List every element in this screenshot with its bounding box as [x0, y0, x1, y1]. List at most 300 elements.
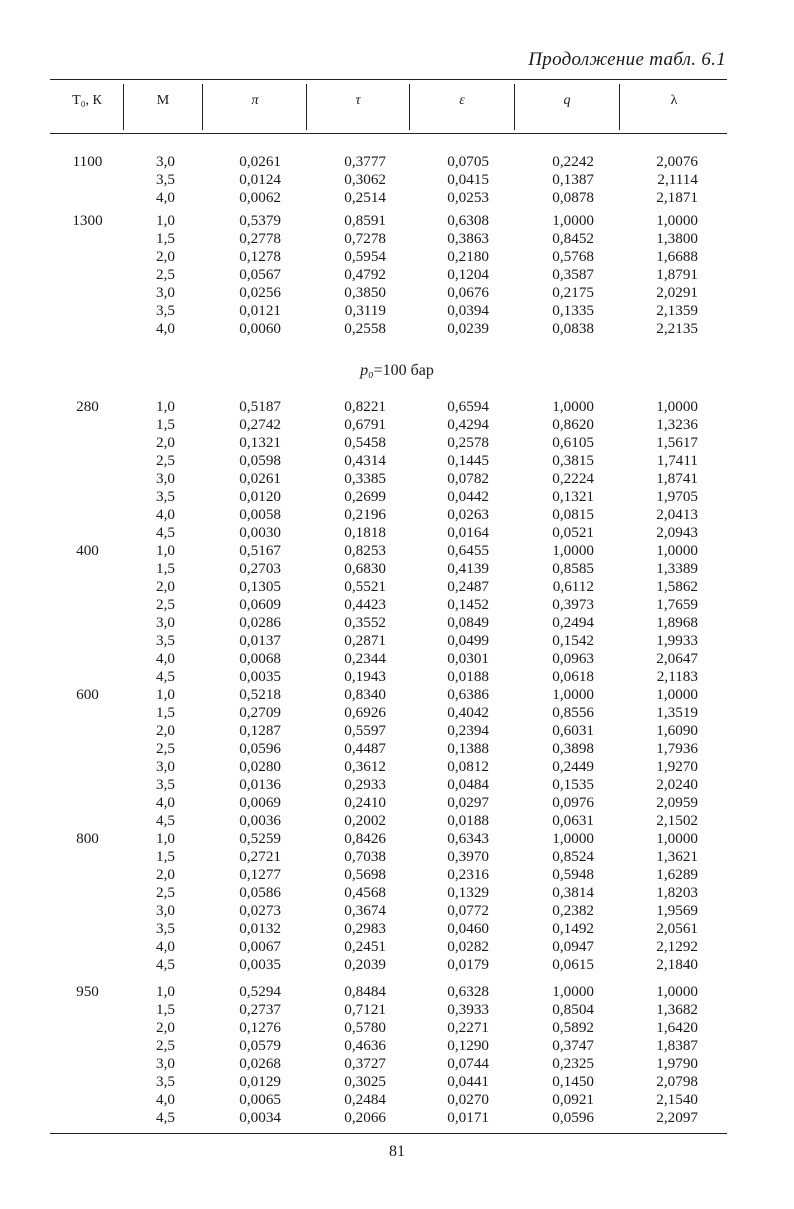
lambda-value: 1,7411 — [656, 452, 698, 469]
q-value: 0,5768 — [552, 248, 594, 265]
lambda-value: 2,2097 — [656, 1109, 698, 1126]
tau-value: 0,2933 — [344, 776, 386, 793]
eps-value: 0,3970 — [447, 848, 489, 865]
tau-value: 0,2039 — [344, 956, 386, 973]
pi-value: 0,0596 — [239, 740, 281, 757]
tau-value: 0,3612 — [344, 758, 386, 775]
pi-value: 0,0065 — [239, 1091, 281, 1108]
m-value: 2,0 — [156, 1019, 175, 1036]
tau-value: 0,4636 — [344, 1037, 386, 1054]
q-value: 0,2175 — [552, 284, 594, 301]
eps-value: 0,1329 — [447, 884, 489, 901]
q-value: 1,0000 — [552, 212, 594, 229]
header-eps: ε — [459, 93, 465, 108]
m-value: 3,5 — [156, 171, 175, 188]
eps-value: 0,0849 — [447, 614, 489, 631]
pi-value: 0,0137 — [239, 632, 281, 649]
q-value: 0,8556 — [552, 704, 594, 721]
lambda-value: 2,1502 — [656, 812, 698, 829]
tau-value: 0,8591 — [344, 212, 386, 229]
pi-value: 0,0062 — [239, 189, 281, 206]
pi-value: 0,0120 — [239, 488, 281, 505]
pi-value: 0,5167 — [239, 542, 281, 559]
q-value: 1,0000 — [552, 830, 594, 847]
pi-value: 0,0060 — [239, 320, 281, 337]
eps-value: 0,0782 — [447, 470, 489, 487]
tau-value: 0,7278 — [344, 230, 386, 247]
eps-value: 0,0772 — [447, 902, 489, 919]
q-value: 0,2382 — [552, 902, 594, 919]
tau-value: 0,5698 — [344, 866, 386, 883]
m-value: 3,5 — [156, 920, 175, 937]
header-divider — [306, 84, 307, 130]
m-value: 1,5 — [156, 1001, 175, 1018]
pi-value: 0,0129 — [239, 1073, 281, 1090]
pi-value: 0,0132 — [239, 920, 281, 937]
eps-value: 0,0705 — [447, 153, 489, 170]
eps-value: 0,0164 — [447, 524, 489, 541]
header-t0: T₀, К — [72, 93, 102, 108]
eps-value: 0,1388 — [447, 740, 489, 757]
q-value: 0,2224 — [552, 470, 594, 487]
q-value: 0,1321 — [552, 488, 594, 505]
q-value: 0,0596 — [552, 1109, 594, 1126]
m-value: 3,5 — [156, 1073, 175, 1090]
lambda-value: 1,3519 — [656, 704, 698, 721]
m-value: 4,5 — [156, 812, 175, 829]
eps-value: 0,2394 — [447, 722, 489, 739]
eps-value: 0,0171 — [447, 1109, 489, 1126]
eps-value: 0,3933 — [447, 1001, 489, 1018]
m-value: 3,0 — [156, 470, 175, 487]
eps-value: 0,4294 — [447, 416, 489, 433]
m-value: 4,5 — [156, 956, 175, 973]
pi-value: 0,1277 — [239, 866, 281, 883]
tau-value: 0,2699 — [344, 488, 386, 505]
eps-value: 0,3863 — [447, 230, 489, 247]
tau-value: 0,8426 — [344, 830, 386, 847]
eps-value: 0,0263 — [447, 506, 489, 523]
q-value: 0,8524 — [552, 848, 594, 865]
pi-value: 0,0261 — [239, 153, 281, 170]
eps-value: 0,0415 — [447, 171, 489, 188]
q-value: 0,1450 — [552, 1073, 594, 1090]
eps-value: 0,6308 — [447, 212, 489, 229]
header-divider — [202, 84, 203, 130]
lambda-value: 2,0076 — [656, 153, 698, 170]
q-value: 0,6112 — [552, 578, 594, 595]
pi-value: 0,0030 — [239, 524, 281, 541]
lambda-value: 1,3389 — [656, 560, 698, 577]
eps-value: 0,6386 — [447, 686, 489, 703]
pi-value: 0,0036 — [239, 812, 281, 829]
q-value: 0,0963 — [552, 650, 594, 667]
eps-value: 0,6455 — [447, 542, 489, 559]
lambda-value: 1,9933 — [656, 632, 698, 649]
eps-value: 0,6343 — [447, 830, 489, 847]
m-value: 4,0 — [156, 794, 175, 811]
lambda-value: 1,8203 — [656, 884, 698, 901]
pi-value: 0,5218 — [239, 686, 281, 703]
header-lambda: λ — [670, 93, 678, 108]
lambda-value: 2,1292 — [656, 938, 698, 955]
q-value: 0,0618 — [552, 668, 594, 685]
pi-value: 0,1305 — [239, 578, 281, 595]
eps-value: 0,0188 — [447, 668, 489, 685]
group-t0-value: 280 — [76, 398, 99, 415]
pi-value: 0,0256 — [239, 284, 281, 301]
table-bottom-rule — [50, 1133, 727, 1134]
lambda-value: 1,8387 — [656, 1037, 698, 1054]
tau-value: 0,8484 — [344, 983, 386, 1000]
eps-value: 0,0253 — [447, 189, 489, 206]
pi-value: 0,0579 — [239, 1037, 281, 1054]
lambda-value: 1,0000 — [656, 983, 698, 1000]
section-text: =100 бар — [373, 362, 434, 379]
tau-value: 0,7121 — [344, 1001, 386, 1018]
tau-value: 0,3062 — [344, 171, 386, 188]
tau-value: 0,4314 — [344, 452, 386, 469]
group-t0-value: 400 — [76, 542, 99, 559]
tau-value: 0,5521 — [344, 578, 386, 595]
pi-value: 0,5187 — [239, 398, 281, 415]
tau-value: 0,2196 — [344, 506, 386, 523]
tau-value: 0,5458 — [344, 434, 386, 451]
q-value: 0,3814 — [552, 884, 594, 901]
q-value: 0,6031 — [552, 722, 594, 739]
lambda-value: 2,0413 — [656, 506, 698, 523]
eps-value: 0,0239 — [447, 320, 489, 337]
lambda-value: 1,3682 — [656, 1001, 698, 1018]
q-value: 0,8620 — [552, 416, 594, 433]
m-value: 2,0 — [156, 866, 175, 883]
lambda-value: 1,8741 — [656, 470, 698, 487]
eps-value: 0,0179 — [447, 956, 489, 973]
tau-value: 0,3552 — [344, 614, 386, 631]
m-value: 1,0 — [156, 983, 175, 1000]
pi-value: 0,0598 — [239, 452, 281, 469]
lambda-value: 2,0959 — [656, 794, 698, 811]
pi-value: 0,2721 — [239, 848, 281, 865]
lambda-value: 2,0561 — [656, 920, 698, 937]
table-caption: Продолжение табл. 6.1 — [528, 49, 726, 70]
m-value: 1,0 — [156, 542, 175, 559]
m-value: 1,5 — [156, 704, 175, 721]
section-title — [0, 362, 794, 380]
tau-value: 0,4568 — [344, 884, 386, 901]
pi-value: 0,0069 — [239, 794, 281, 811]
m-value: 2,0 — [156, 722, 175, 739]
eps-value: 0,4139 — [447, 560, 489, 577]
q-value: 0,1492 — [552, 920, 594, 937]
pi-value: 0,2778 — [239, 230, 281, 247]
m-value: 2,5 — [156, 1037, 175, 1054]
tau-value: 0,3727 — [344, 1055, 386, 1072]
pi-value: 0,0273 — [239, 902, 281, 919]
m-value: 1,5 — [156, 848, 175, 865]
pi-value: 0,0068 — [239, 650, 281, 667]
eps-value: 0,0460 — [447, 920, 489, 937]
m-value: 1,5 — [156, 560, 175, 577]
pi-value: 0,0035 — [239, 668, 281, 685]
q-value: 0,0521 — [552, 524, 594, 541]
lambda-value: 2,0291 — [656, 284, 698, 301]
m-value: 3,0 — [156, 902, 175, 919]
tau-value: 0,2066 — [344, 1109, 386, 1126]
group-t0-value: 950 — [76, 983, 99, 1000]
pi-value: 0,0268 — [239, 1055, 281, 1072]
q-value: 0,8452 — [552, 230, 594, 247]
tau-value: 0,8253 — [344, 542, 386, 559]
pi-value: 0,0280 — [239, 758, 281, 775]
lambda-value: 2,2135 — [656, 320, 698, 337]
eps-value: 0,0676 — [447, 284, 489, 301]
page-number: 81 — [389, 1143, 405, 1160]
q-value: 0,0976 — [552, 794, 594, 811]
header-m: М — [156, 93, 170, 108]
q-value: 1,0000 — [552, 686, 594, 703]
header-divider — [619, 84, 620, 130]
header-divider — [409, 84, 410, 130]
m-value: 1,0 — [156, 212, 175, 229]
q-value: 0,3973 — [552, 596, 594, 613]
eps-value: 0,6328 — [447, 983, 489, 1000]
q-value: 0,2325 — [552, 1055, 594, 1072]
m-value: 3,0 — [156, 614, 175, 631]
tau-value: 0,2983 — [344, 920, 386, 937]
lambda-value: 1,0000 — [656, 686, 698, 703]
m-value: 2,5 — [156, 740, 175, 757]
lambda-value: 2,1183 — [656, 668, 698, 685]
pi-value: 0,0035 — [239, 956, 281, 973]
pi-value: 0,0261 — [239, 470, 281, 487]
q-value: 0,3815 — [552, 452, 594, 469]
lambda-value: 1,0000 — [656, 212, 698, 229]
q-value: 0,1542 — [552, 632, 594, 649]
m-value: 1,0 — [156, 830, 175, 847]
lambda-value: 1,6688 — [656, 248, 698, 265]
q-value: 1,0000 — [552, 983, 594, 1000]
m-value: 3,0 — [156, 1055, 175, 1072]
m-value: 3,5 — [156, 302, 175, 319]
table-top-rule — [50, 79, 727, 80]
group-t0-value: 1100 — [72, 153, 103, 170]
q-value: 0,8504 — [552, 1001, 594, 1018]
lambda-value: 1,7936 — [656, 740, 698, 757]
lambda-value: 1,6090 — [656, 722, 698, 739]
q-value: 0,1387 — [552, 171, 594, 188]
m-value: 1,0 — [156, 686, 175, 703]
q-value: 0,0878 — [552, 189, 594, 206]
m-value: 2,5 — [156, 884, 175, 901]
eps-value: 0,6594 — [447, 398, 489, 415]
lambda-value: 1,9569 — [656, 902, 698, 919]
eps-value: 0,0442 — [447, 488, 489, 505]
eps-value: 0,0301 — [447, 650, 489, 667]
m-value: 1,5 — [156, 230, 175, 247]
q-value: 0,0947 — [552, 938, 594, 955]
pi-value: 0,5259 — [239, 830, 281, 847]
m-value: 3,0 — [156, 153, 175, 170]
q-value: 0,0815 — [552, 506, 594, 523]
pi-value: 0,1321 — [239, 434, 281, 451]
lambda-value: 1,3236 — [656, 416, 698, 433]
tau-value: 0,2871 — [344, 632, 386, 649]
lambda-value: 1,9705 — [656, 488, 698, 505]
lambda-value: 1,9790 — [656, 1055, 698, 1072]
m-value: 4,0 — [156, 506, 175, 523]
eps-value: 0,1204 — [447, 266, 489, 283]
m-value: 2,0 — [156, 434, 175, 451]
tau-value: 0,6830 — [344, 560, 386, 577]
eps-value: 0,1445 — [447, 452, 489, 469]
lambda-value: 2,1114 — [657, 171, 698, 188]
section-symbol: p₀ — [360, 362, 374, 379]
pi-value: 0,0121 — [239, 302, 281, 319]
m-value: 2,0 — [156, 578, 175, 595]
tau-value: 0,2410 — [344, 794, 386, 811]
tau-value: 0,3674 — [344, 902, 386, 919]
q-value: 0,5892 — [552, 1019, 594, 1036]
lambda-value: 2,0647 — [656, 650, 698, 667]
q-value: 0,3587 — [552, 266, 594, 283]
tau-value: 0,3850 — [344, 284, 386, 301]
eps-value: 0,0282 — [447, 938, 489, 955]
tau-value: 0,8221 — [344, 398, 386, 415]
m-value: 4,5 — [156, 1109, 175, 1126]
eps-value: 0,4042 — [447, 704, 489, 721]
q-value: 0,3898 — [552, 740, 594, 757]
pi-value: 0,1287 — [239, 722, 281, 739]
tau-value: 0,6791 — [344, 416, 386, 433]
tau-value: 0,2558 — [344, 320, 386, 337]
header-q: q — [563, 93, 571, 108]
lambda-value: 2,1540 — [656, 1091, 698, 1108]
m-value: 4,0 — [156, 1091, 175, 1108]
q-value: 0,0615 — [552, 956, 594, 973]
group-t0-value: 600 — [76, 686, 99, 703]
lambda-value: 1,3621 — [656, 848, 698, 865]
tau-value: 0,6926 — [344, 704, 386, 721]
table-header-rule — [50, 133, 727, 134]
lambda-value: 1,6289 — [656, 866, 698, 883]
lambda-value: 1,5617 — [656, 434, 698, 451]
eps-value: 0,0744 — [447, 1055, 489, 1072]
pi-value: 0,2703 — [239, 560, 281, 577]
eps-value: 0,2578 — [447, 434, 489, 451]
q-value: 0,1535 — [552, 776, 594, 793]
eps-value: 0,2316 — [447, 866, 489, 883]
pi-value: 0,0058 — [239, 506, 281, 523]
m-value: 2,5 — [156, 596, 175, 613]
eps-value: 0,2180 — [447, 248, 489, 265]
q-value: 0,2449 — [552, 758, 594, 775]
m-value: 4,0 — [156, 189, 175, 206]
header-divider — [514, 84, 515, 130]
eps-value: 0,0484 — [447, 776, 489, 793]
q-value: 0,0631 — [552, 812, 594, 829]
lambda-value: 1,7659 — [656, 596, 698, 613]
tau-value: 0,7038 — [344, 848, 386, 865]
m-value: 2,5 — [156, 452, 175, 469]
q-value: 0,0921 — [552, 1091, 594, 1108]
q-value: 0,2242 — [552, 153, 594, 170]
q-value: 0,1335 — [552, 302, 594, 319]
pi-value: 0,0067 — [239, 938, 281, 955]
pi-value: 0,5294 — [239, 983, 281, 1000]
m-value: 2,0 — [156, 248, 175, 265]
eps-value: 0,0441 — [447, 1073, 489, 1090]
tau-value: 0,4423 — [344, 596, 386, 613]
tau-value: 0,3777 — [344, 153, 386, 170]
pi-value: 0,0286 — [239, 614, 281, 631]
m-value: 3,5 — [156, 776, 175, 793]
tau-value: 0,1943 — [344, 668, 386, 685]
q-value: 1,0000 — [552, 398, 594, 415]
group-t0-value: 1300 — [72, 212, 103, 229]
tau-value: 0,2002 — [344, 812, 386, 829]
m-value: 3,5 — [156, 632, 175, 649]
tau-value: 0,1818 — [344, 524, 386, 541]
eps-value: 0,0270 — [447, 1091, 489, 1108]
q-value: 0,5948 — [552, 866, 594, 883]
eps-value: 0,0188 — [447, 812, 489, 829]
pi-value: 0,0124 — [239, 171, 281, 188]
tau-value: 0,4792 — [344, 266, 386, 283]
tau-value: 0,5780 — [344, 1019, 386, 1036]
m-value: 4,0 — [156, 320, 175, 337]
lambda-value: 2,1840 — [656, 956, 698, 973]
tau-value: 0,5954 — [344, 248, 386, 265]
lambda-value: 2,1871 — [656, 189, 698, 206]
pi-value: 0,2737 — [239, 1001, 281, 1018]
m-value: 3,5 — [156, 488, 175, 505]
m-value: 3,0 — [156, 284, 175, 301]
q-value: 0,0838 — [552, 320, 594, 337]
header-tau: τ — [355, 93, 361, 108]
m-value: 3,0 — [156, 758, 175, 775]
eps-value: 0,1452 — [447, 596, 489, 613]
m-value: 4,5 — [156, 668, 175, 685]
eps-value: 0,0812 — [447, 758, 489, 775]
tau-value: 0,2451 — [344, 938, 386, 955]
tau-value: 0,2514 — [344, 189, 386, 206]
tau-value: 0,3119 — [344, 302, 386, 319]
eps-value: 0,1290 — [447, 1037, 489, 1054]
m-value: 4,5 — [156, 524, 175, 541]
eps-value: 0,2487 — [447, 578, 489, 595]
eps-value: 0,0394 — [447, 302, 489, 319]
eps-value: 0,0297 — [447, 794, 489, 811]
tau-value: 0,2484 — [344, 1091, 386, 1108]
lambda-value: 2,0798 — [656, 1073, 698, 1090]
pi-value: 0,0586 — [239, 884, 281, 901]
tau-value: 0,3025 — [344, 1073, 386, 1090]
pi-value: 0,0567 — [239, 266, 281, 283]
q-value: 1,0000 — [552, 542, 594, 559]
pi-value: 0,2742 — [239, 416, 281, 433]
eps-value: 0,0499 — [447, 632, 489, 649]
pi-value: 0,1278 — [239, 248, 281, 265]
lambda-value: 1,0000 — [656, 542, 698, 559]
q-value: 0,6105 — [552, 434, 594, 451]
q-value: 0,8585 — [552, 560, 594, 577]
lambda-value: 2,1359 — [656, 302, 698, 319]
lambda-value: 2,0240 — [656, 776, 698, 793]
m-value: 2,5 — [156, 266, 175, 283]
lambda-value: 1,5862 — [656, 578, 698, 595]
q-value: 0,3747 — [552, 1037, 594, 1054]
